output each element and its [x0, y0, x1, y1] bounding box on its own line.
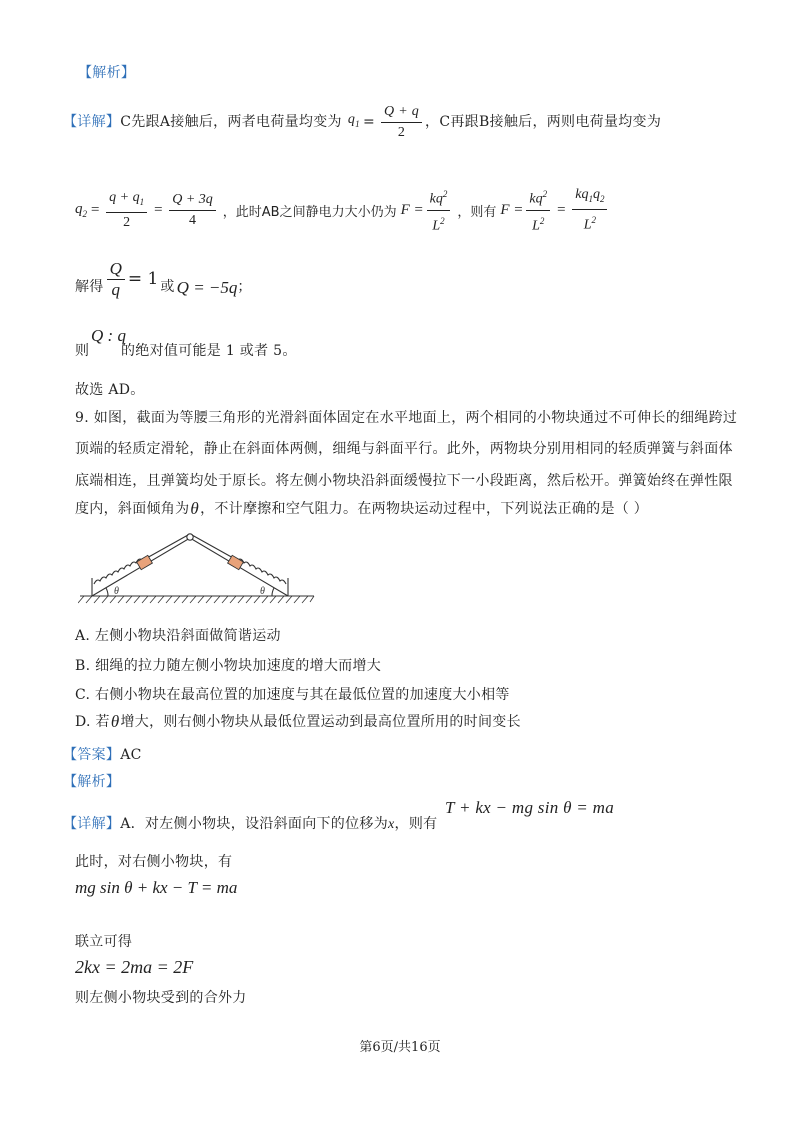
left-block: [137, 555, 153, 569]
left-theta-label: θ: [114, 586, 119, 597]
answer-tag: 【答案】: [63, 747, 121, 763]
q2-text-mid: ，此时AB之间静电力大小仍为: [222, 204, 397, 220]
detail-tag: 【详解】: [63, 114, 121, 130]
net-force-text: 则左侧小物块受到的合外力: [75, 990, 247, 1006]
analysis-heading-2: 【解析】: [63, 774, 121, 790]
answer-choice-1: 故选 AD。: [75, 382, 145, 398]
left-angle-arc: [106, 588, 108, 596]
option-d: D. 若 θ 增大，则右侧小物块从最低位置运动到最高位置所用的时间变长: [75, 712, 521, 731]
solution-line: 解得 $\frac{Q}{q}$ = 1 或 Q = −5q ；: [75, 258, 252, 299]
ratio-expression: Q : q: [91, 326, 126, 345]
rope-right: [192, 535, 235, 559]
equation-right-block: mg sin θ + kx − T = ma: [75, 878, 238, 897]
right-theta-label: θ: [260, 586, 265, 597]
ground-hatching: [78, 596, 314, 603]
answer-line: [63, 746, 142, 764]
q2-equation-line: $q_2$ = $\frac{q + q_1}{2}$ = $\frac{Q + 3q}{4}$ ，此时AB之间静电力大小仍为 F = $\frac{kq^2}{L^2}$ ，则有 F = $\frac{kq^2}{L^2}$ = $\frac{kq_1q_2}{L^2}$: [75, 186, 610, 236]
q1-fraction: $\frac{Q + q}{2}$: [381, 104, 422, 141]
option-a: A. 左侧小物块沿斜面做简谐运动: [75, 628, 281, 644]
page-footer: 第6页/共16页: [359, 1040, 441, 1055]
question-9-line-2: 顶端的轻质定滑轮，静止在斜面体两侧，细绳与斜面平行。此外，两物块分别用相同的轻质弹簧与斜面体: [75, 441, 733, 457]
option-d-theta: θ: [110, 712, 120, 731]
question-9-line-4: 度内，斜面倾角为 θ ，不计摩擦和空气阻力。在两物块运动过程中，下列说法正确的是（ ）: [75, 499, 649, 518]
detail-paragraph-1: 【详解】 C先跟A接触后，两者电荷量均变为 $q_1$ = $\frac{Q + q}{2}$ ，C再跟B接触后，两则电荷量均变为: [63, 103, 662, 140]
q2-symbol: $q_2$: [75, 201, 87, 220]
analysis-heading: 【解析】: [78, 65, 136, 81]
solution-fraction: $\frac{Q}{q}$: [107, 261, 125, 298]
question-9-line-1: 9. 如图，截面为等腰三角形的光滑斜面体固定在水平地面上，两个相同的小物块通过不可伸长的细绳跨过: [75, 410, 738, 426]
detail-text-1: C先跟A接触后，两者电荷量均变为: [120, 114, 342, 130]
force-fraction-3: $\frac{kq_1q_2}{L^2}$: [572, 187, 607, 233]
q1-symbol: $q_1$: [347, 112, 360, 129]
force-fraction-2: $\frac{kq^2}{L^2}$: [526, 186, 550, 234]
equation-left-block: T + kx − mg sin θ = ma: [445, 798, 614, 817]
right-block: [228, 555, 244, 569]
detail-text-2: ，C再跟B接触后，两则电荷量均变为: [425, 114, 662, 130]
theta-symbol: θ: [190, 499, 200, 518]
q2-fraction-1: $\frac{q + q_1}{2}$: [106, 190, 147, 231]
q2-fraction-2: $\frac{Q + 3q}{4}$: [169, 192, 216, 229]
right-angle-arc: [272, 588, 274, 596]
equation-combined: 2kx = 2ma = 2F: [75, 957, 194, 977]
rope-left: [145, 535, 188, 559]
force-fraction: $\frac{kq^2}{L^2}$: [427, 186, 451, 234]
combine-text: 联立可得: [75, 934, 133, 950]
question-9-line-3: 底端相连，且弹簧均处于原长。将左侧小物块沿斜面缓慢拉下一小段距离，然后松开。弹簧始终在弹性限: [75, 473, 733, 489]
wedge-outline: [92, 538, 288, 596]
option-c: C. 右侧小物块在最高位置的加速度与其在最低位置的加速度大小相等: [75, 687, 510, 703]
right-block-text: 此时，对右侧小物块，有: [75, 854, 233, 870]
incline-diagram: [78, 532, 318, 608]
option-b: B. 细绳的拉力随左侧小物块加速度的增大而增大: [75, 658, 382, 674]
q2-text-then: ，则有: [457, 204, 497, 220]
answer-value: AC: [120, 747, 142, 763]
